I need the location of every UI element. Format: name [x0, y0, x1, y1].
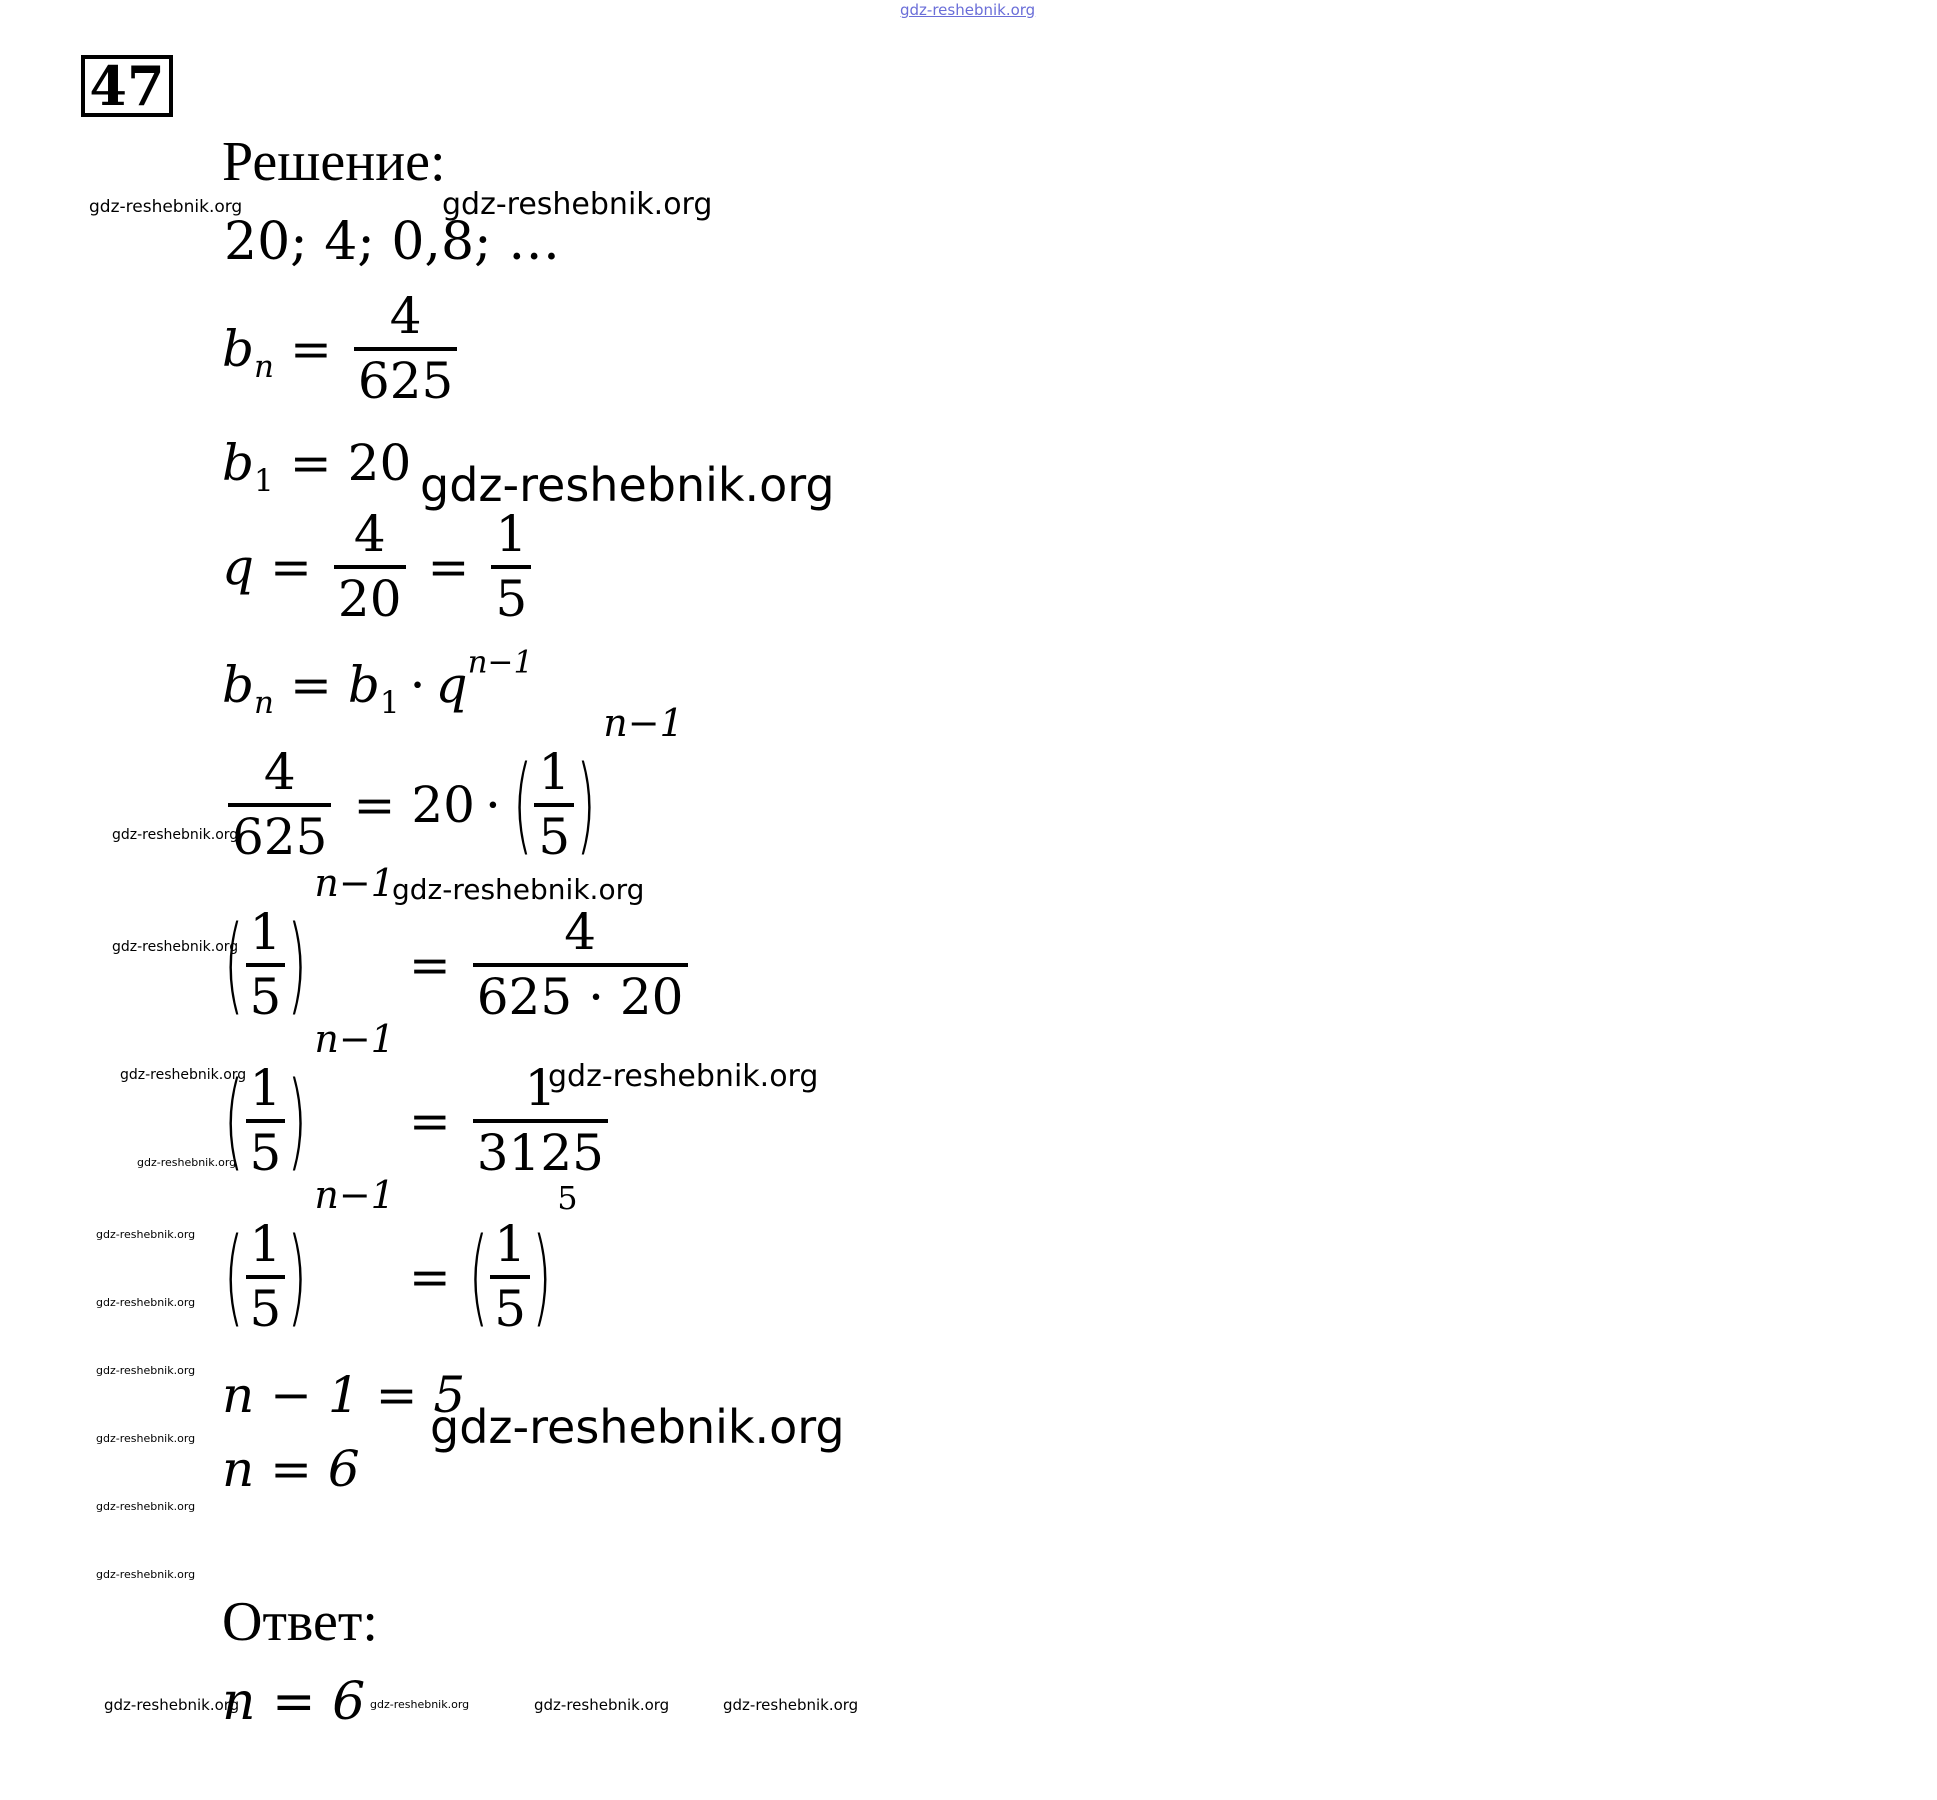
fraction-denominator: 3125: [476, 1123, 604, 1182]
exponent: n−1: [603, 701, 684, 745]
watermark: gdz-reshebnik.org: [112, 827, 239, 843]
bn-subscript: n: [254, 684, 274, 721]
multiply-dot: ·: [484, 775, 501, 834]
fraction-denominator: 625: [357, 351, 454, 410]
watermark: gdz-reshebnik.org: [430, 1400, 845, 1454]
fraction-bar: [246, 1275, 286, 1279]
fraction-denominator: 5: [249, 967, 282, 1026]
fraction-numerator: 1: [524, 1059, 557, 1117]
left-paren: (: [224, 903, 244, 1026]
fraction-numerator: 4: [353, 505, 386, 563]
fraction-bar: [473, 963, 688, 967]
fraction-denominator: 5: [249, 1279, 282, 1338]
fraction-numerator: 1: [249, 1059, 282, 1117]
watermark: gdz-reshebnik.org: [420, 458, 835, 512]
geometric-formula: [222, 644, 534, 721]
equals-sign: =: [427, 537, 470, 596]
fraction-1-5: [246, 903, 286, 1026]
equation-4: [222, 1173, 578, 1338]
b1-subscript: 1: [379, 684, 400, 721]
coefficient: 20: [411, 775, 475, 834]
fraction-bar: [228, 803, 331, 807]
sequence-line: 20; 4; 0,8; …: [224, 212, 561, 272]
watermark: gdz-reshebnik.org: [723, 1696, 859, 1714]
exponent: n−1: [314, 1017, 395, 1061]
b1-symbol: b: [222, 434, 255, 492]
power-expression-right: [467, 1179, 578, 1338]
watermark: gdz-reshebnik.org: [534, 1696, 670, 1714]
power-expression: [511, 701, 684, 866]
q-symbol: q: [222, 537, 255, 596]
watermark: gdz-reshebnik.org: [1240, 1759, 1340, 1772]
fraction-bar: [534, 803, 574, 807]
fraction-denominator: 20: [337, 569, 402, 628]
q-equation: [222, 505, 537, 628]
left-paren: (: [224, 1059, 244, 1182]
fraction-bar: [490, 1275, 530, 1279]
fraction-numerator: 1: [249, 903, 282, 961]
fraction-denominator: 625 · 20: [476, 967, 684, 1026]
fraction-1-5: [246, 1215, 286, 1338]
problem-number: 47: [89, 54, 165, 118]
bn-subscript: n: [254, 348, 274, 385]
watermark: gdz-reshebnik.org: [548, 1059, 819, 1094]
fraction-bar: [246, 963, 286, 967]
answer-heading: Ответ:: [222, 1591, 378, 1653]
fraction-denominator: 5: [494, 1279, 527, 1338]
right-paren: ): [532, 1215, 552, 1338]
watermark: gdz-reshebnik.org: [370, 1698, 470, 1711]
equals-sign: =: [289, 319, 332, 378]
answer-value: n = 6: [222, 1672, 366, 1732]
fraction-bar: [334, 565, 406, 569]
fraction-bar: [246, 1119, 286, 1123]
watermark: gdz-reshebnik.org: [96, 1296, 196, 1309]
fraction-4-625: [228, 743, 331, 866]
power-expression-left: [222, 1173, 395, 1338]
equation-6: n = 6: [222, 1440, 360, 1498]
q-symbol: q: [435, 656, 468, 714]
bn-symbol: b: [222, 656, 255, 714]
problem-number-box: [81, 55, 173, 117]
watermark: gdz-reshebnik.org: [104, 1696, 240, 1714]
fraction-numerator: 1: [495, 505, 528, 563]
fraction-numerator: 1: [538, 743, 571, 801]
exponent: n−1: [467, 644, 534, 681]
watermark: gdz-reshebnik.org: [96, 1500, 196, 1513]
multiply-dot: ·: [409, 656, 426, 714]
fraction-1-5: [491, 505, 531, 628]
fraction-denominator: 5: [249, 1123, 282, 1182]
watermark: gdz-reshebnik.org: [120, 1067, 247, 1083]
exponent: 5: [557, 1179, 578, 1217]
fraction-denominator: 5: [538, 807, 571, 866]
equals-sign: =: [408, 1091, 451, 1150]
equation-1: [222, 701, 684, 866]
fraction-numerator: 1: [249, 1215, 282, 1273]
fraction-4-625x20: [473, 903, 688, 1026]
equals-sign: =: [289, 656, 332, 714]
fraction-bar: [354, 347, 457, 351]
fraction-numerator: 4: [564, 903, 597, 961]
fraction-numerator: 4: [389, 287, 422, 345]
fraction-1-5: [534, 743, 574, 866]
equals-sign: =: [289, 434, 332, 492]
watermark: gdz-reshebnik.org: [137, 1156, 237, 1169]
fraction-bar: [491, 565, 531, 569]
equals-sign: =: [408, 1247, 451, 1306]
power-expression: [222, 861, 395, 1026]
fraction-4-625: [354, 287, 457, 410]
exponent: n−1: [314, 1173, 395, 1217]
watermark: gdz-reshebnik.org: [96, 1364, 196, 1377]
watermark: gdz-reshebnik.org: [96, 1568, 196, 1581]
right-paren: ): [287, 903, 307, 1026]
header-watermark-link[interactable]: gdz-reshebnik.org: [900, 1, 1036, 19]
fraction-bar: [473, 1119, 608, 1123]
exponent: n−1: [314, 861, 395, 905]
fraction-numerator: 4: [263, 743, 296, 801]
left-paren: (: [512, 743, 533, 866]
b1-value: 20: [347, 434, 412, 492]
watermark: gdz-reshebnik.org: [96, 1228, 196, 1241]
watermark: gdz-reshebnik.org: [96, 1432, 196, 1445]
equals-sign: =: [353, 775, 396, 834]
watermark: gdz-reshebnik.org: [392, 873, 645, 906]
fraction-denominator: 5: [495, 569, 528, 628]
fraction-denominator: 625: [232, 807, 328, 866]
watermark: gdz-reshebnik.org: [112, 939, 239, 955]
watermark: gdz-reshebnik.org: [442, 187, 713, 222]
right-paren: ): [287, 1215, 307, 1338]
right-paren: ): [287, 1059, 307, 1182]
equation-5: n − 1 = 5: [222, 1366, 466, 1424]
equals-sign: =: [270, 537, 312, 596]
bn-symbol: b: [222, 319, 255, 378]
fraction-1-5: [246, 1059, 286, 1182]
watermark: gdz-reshebnik.org: [89, 197, 243, 217]
given-b1-equation: [222, 434, 412, 499]
given-bn-equation: [222, 287, 463, 410]
solution-heading: Решение:: [222, 131, 446, 193]
left-paren: (: [224, 1215, 244, 1338]
fraction-numerator: 1: [494, 1215, 527, 1273]
fraction-4-20: [334, 505, 406, 628]
b1-symbol: b: [347, 656, 380, 714]
right-paren: ): [576, 743, 596, 866]
equals-sign: =: [408, 935, 451, 994]
left-paren: (: [468, 1215, 489, 1338]
fraction-1-5: [490, 1215, 530, 1338]
b1-subscript: 1: [254, 462, 274, 499]
